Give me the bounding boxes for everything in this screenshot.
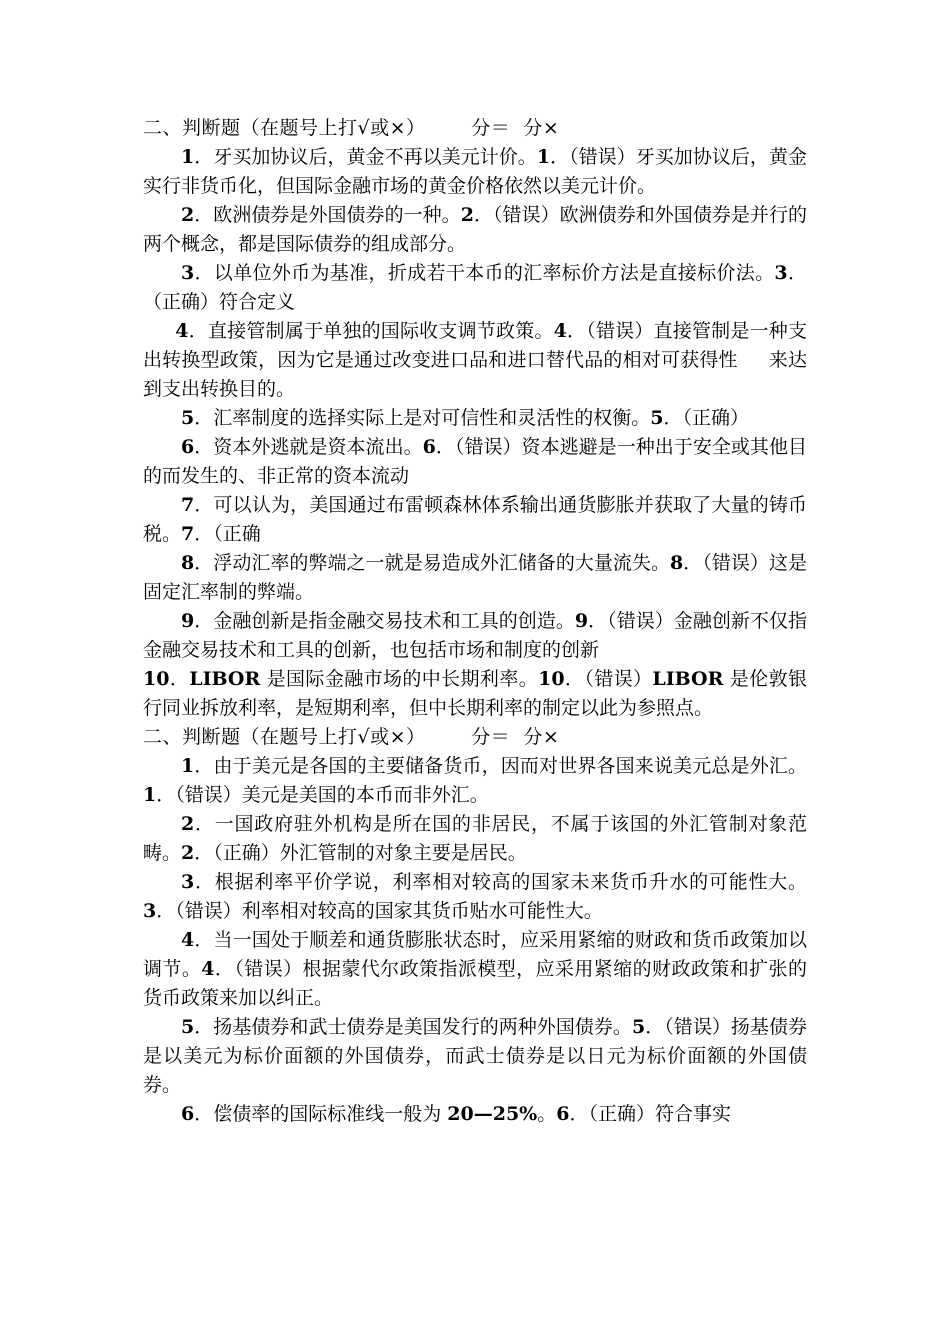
answer-text: ．（错误）资本逃避是一种出于安全或其他目的而发生的、非正常的资本流动 xyxy=(143,436,807,487)
answer-number: 6 xyxy=(556,1103,570,1125)
question-number: 9 xyxy=(181,610,195,632)
question-item xyxy=(143,201,807,259)
question-text: ．扬基债券和武士债券是美国发行的两种外国债券。 xyxy=(194,1016,632,1038)
question-text: ． xyxy=(169,668,190,690)
question-number: 5 xyxy=(181,407,195,429)
question-text: 是国际金融市场的中长期利率。 xyxy=(260,668,539,690)
answer-number: 8 xyxy=(670,552,684,574)
answer-text: ．（错误）金融创新不仅指金融交易技术和工具的创新，也包括市场和制度的创新 xyxy=(143,610,807,661)
answer-text: ．（错误）根据蒙代尔政策指派模型，应采用紧缩的财政政策和扩张的货币政策来加以纠正。 xyxy=(143,958,807,1009)
answer-text: 是伦敦银行同业拆放利率，是短期利率，但中长期利率的制定以此为参照点。 xyxy=(143,668,807,719)
answer-text: ．（错误）利率相对较高的国家其货币贴水可能性大。 xyxy=(156,900,603,922)
question-number: 4 xyxy=(181,929,195,951)
question-item xyxy=(143,607,807,665)
answer-number: 4 xyxy=(553,320,567,342)
question-item xyxy=(143,1100,807,1129)
question-number: 10 xyxy=(143,668,170,690)
question-item xyxy=(143,926,807,1013)
answer-number: 10 xyxy=(538,668,565,690)
question-text: ．以单位外币为基准，折成若干本币的汇率标价方法是直接标价法。 xyxy=(194,262,775,284)
answer-number: 5 xyxy=(650,407,664,429)
answer-text: ．（错误）扬基债券是以美元为标价面额的外国债券，而武士债券是以日元为标价面额的外国债券。 xyxy=(143,1016,807,1096)
question-number: 2 xyxy=(181,813,195,835)
question-item xyxy=(143,259,807,317)
answer-number: 5 xyxy=(631,1016,646,1038)
question-item xyxy=(143,810,807,868)
question-number: 8 xyxy=(181,552,195,574)
question-text: 。 xyxy=(537,1103,557,1125)
question-number: 4 xyxy=(175,320,189,342)
answer-number: 9 xyxy=(574,610,589,632)
libor-term: LIBOR xyxy=(652,668,724,690)
answer-number: 2 xyxy=(460,204,474,226)
question-item xyxy=(143,317,807,404)
answer-text: ．（错误）美元是美国的本币而非外汇。 xyxy=(156,784,489,806)
section-heading: 二、判断题（在题号上打√或×） 分＝ 分× xyxy=(143,117,560,139)
answer-text: ．（正确 xyxy=(194,523,261,545)
question-item xyxy=(143,143,807,201)
document-page xyxy=(143,114,807,1129)
question-item xyxy=(143,665,807,723)
question-item xyxy=(143,491,807,549)
answer-number: 2 xyxy=(181,842,195,864)
question-number: 6 xyxy=(181,1103,195,1125)
question-text: ．浮动汇率的弊端之一就是易造成外汇储备的大量流失。 xyxy=(194,552,671,574)
percentage-range: 20—25% xyxy=(447,1103,538,1125)
question-text: ．资本外逃就是资本流出。 xyxy=(194,436,423,458)
answer-text: ．（错误）直接管制是一种支出转换型政策，因为它是通过改变进口品和进口替代品的相对可获得性 来达到支出转换目的。 xyxy=(143,320,807,400)
answer-number: 6 xyxy=(422,436,436,458)
answer-number: 3 xyxy=(774,262,788,284)
question-item xyxy=(143,549,807,607)
question-item xyxy=(143,404,807,433)
answer-text: ．（正确）符合事实 xyxy=(569,1103,731,1125)
answer-text: ．（错误）这是固定汇率制的弊端。 xyxy=(143,552,807,603)
question-number: 1 xyxy=(181,146,195,168)
question-text: ．直接管制属于单独的国际收支调节政策。 xyxy=(188,320,554,342)
question-text: ．一国政府驻外机构是所在国的非居民，不属于该国的外汇管制对象范畴。 xyxy=(143,813,807,864)
section-heading: 二、判断题（在题号上打√或×） 分＝ 分× xyxy=(143,726,560,748)
question-number: 3 xyxy=(181,262,195,284)
question-item xyxy=(143,868,807,926)
answer-number: 1 xyxy=(536,146,551,168)
answer-number: 3 xyxy=(143,900,157,922)
question-text: ．欧洲债券是外国债券的一种。 xyxy=(194,204,461,226)
question-text: ．根据利率平价学说，利率相对较高的国家未来货币升水的可能性大。 xyxy=(194,871,807,893)
question-text: ．牙买加协议后，黄金不再以美元计价。 xyxy=(194,146,537,168)
question-number: 2 xyxy=(181,204,195,226)
question-text: ．由于美元是各国的主要储备货币，因而对世界各国来说美元总是外汇。 xyxy=(194,755,807,777)
question-text: ．汇率制度的选择实际上是对可信性和灵活性的权衡。 xyxy=(194,407,651,429)
answer-number: 1 xyxy=(143,784,157,806)
answer-text: ．（正确）外汇管制的对象主要是居民。 xyxy=(194,842,527,864)
question-number: 7 xyxy=(181,494,195,516)
libor-term: LIBOR xyxy=(189,668,261,690)
answer-text: ．（正确）符合定义 xyxy=(143,262,807,313)
question-item xyxy=(143,433,807,491)
question-number: 3 xyxy=(181,871,195,893)
answer-text: ．（错误） xyxy=(564,668,653,690)
question-item xyxy=(143,752,807,810)
answer-text: ．（错误）牙买加协议后，黄金实行非货币化，但国际金融市场的黄金价格依然以美元计价。 xyxy=(143,146,807,197)
answer-number: 7 xyxy=(181,523,195,545)
question-text: ．当一国处于顺差和通货膨胀状态时，应采用紧缩的财政和货币政策加以调节。 xyxy=(143,929,807,980)
question-text: ．可以认为，美国通过布雷顿森林体系输出通货膨胀并获取了大量的铸币税。 xyxy=(143,494,807,545)
question-number: 6 xyxy=(181,436,195,458)
question-text: ．金融创新是指金融交易技术和工具的创造。 xyxy=(194,610,575,632)
answer-text: ．（正确） xyxy=(663,407,749,429)
answer-number: 4 xyxy=(201,958,215,980)
question-text: ．偿债率的国际标准线一般为 xyxy=(194,1103,448,1125)
answer-text: ．（错误）欧洲债券和外国债券是并行的两个概念，都是国际债券的组成部分。 xyxy=(143,204,807,255)
question-item xyxy=(143,1013,807,1100)
question-number: 5 xyxy=(181,1016,195,1038)
question-number: 1 xyxy=(181,755,195,777)
